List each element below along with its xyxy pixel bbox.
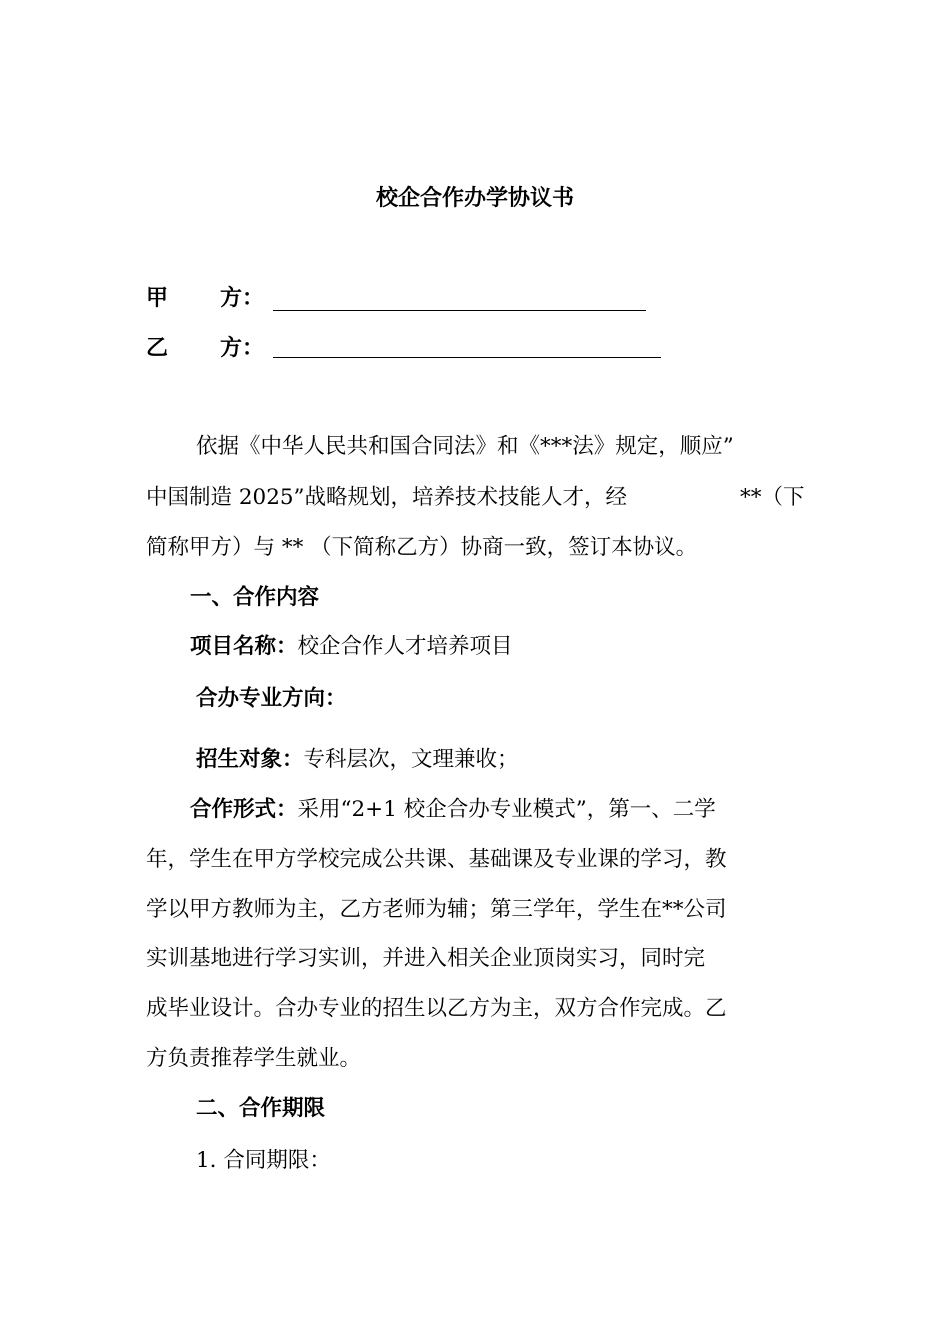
intro-line-1: 依据《中华人民共和国合同法》和《***法》规定，顺应” — [196, 434, 734, 459]
form-line-3: 学以甲方教师为主，乙方老师为辅；第三学年，学生在**公司 — [146, 897, 727, 922]
form-line-4: 实训基地进行学习实训，并进入相关企业顶岗实习，同时完 — [146, 946, 706, 971]
intro-line-2a: 中国制造 2025”战略规划，培养技术技能人才，经 — [146, 485, 628, 510]
party-b-label-char: 乙 — [146, 336, 169, 361]
form-line-6: 方负责推荐学生就业。 — [146, 1046, 362, 1071]
form-line-5: 成毕业设计。合办专业的招生以乙方为主，双方合作完成。乙 — [146, 996, 727, 1021]
party-a-label: 方： — [220, 286, 265, 311]
document-title: 校企合作办学协议书 — [375, 186, 574, 211]
party-b-blank-line[interactable] — [273, 357, 661, 358]
party-b-row — [146, 334, 264, 364]
section-1-heading: 一、合作内容 — [190, 585, 320, 610]
form-label: 合作形式： — [190, 797, 298, 822]
enroll-value: 专科层次，文理兼收； — [303, 747, 519, 772]
enroll-row — [196, 745, 519, 775]
enroll-label: 招生对象： — [196, 747, 304, 772]
party-a-blank-line[interactable] — [273, 310, 646, 311]
project-name-value: 校企合作人才培养项目 — [297, 634, 513, 659]
form-line-2: 年，学生在甲方学校完成公共课、基础课及专业课的学习，教 — [146, 847, 727, 872]
section-2-heading: 二、合作期限 — [196, 1096, 326, 1121]
project-name-row — [190, 632, 513, 662]
form-line-1: 采用“2+1 校企合办专业模式”，第一、二学 — [297, 797, 716, 822]
major-direction-label: 合办专业方向： — [196, 686, 347, 711]
intro-line-3: 简称甲方）与 ** （下简称乙方）协商一致，签订本协议。 — [146, 535, 698, 560]
party-a-label-char: 甲 — [146, 286, 169, 311]
section-2-item-1: 1. 合同期限： — [196, 1148, 331, 1173]
party-b-label: 方： — [220, 336, 265, 361]
form-row — [190, 795, 716, 825]
project-name-label: 项目名称： — [190, 634, 298, 659]
party-a-row — [146, 284, 264, 314]
intro-line-2b: **（下 — [740, 485, 805, 510]
